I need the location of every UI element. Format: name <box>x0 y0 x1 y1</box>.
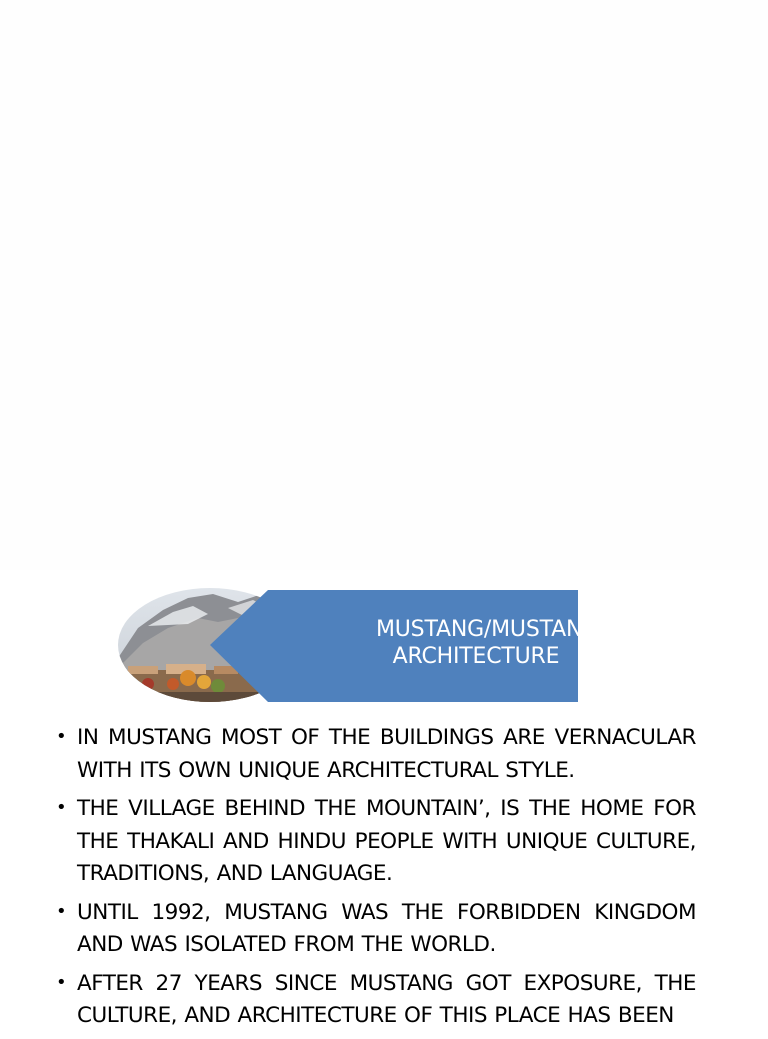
bullet-item <box>56 793 696 891</box>
bullet-marker: • <box>56 900 67 922</box>
bullet-text: IN MUSTANG MOST OF THE BUILDINGS ARE VERNACULAR WITH ITS OWN UNIQUE ARCHITECTURAL STYLE. <box>77 725 696 783</box>
bullet-marker: • <box>56 797 67 818</box>
bullet-text: AFTER 27 YEARS SINCE MUSTANG GOT EXPOSURE, THE CULTURE, AND ARCHITECTURE OF THIS PLACE HAS BEEN <box>77 970 696 1028</box>
banner-title-line2: ARCHITECTURE <box>392 644 560 669</box>
title-banner <box>118 588 600 702</box>
banner-title <box>376 616 600 670</box>
bullet-marker: • <box>56 971 67 993</box>
bullet-item <box>56 968 696 1033</box>
bullet-marker: • <box>56 726 67 747</box>
bullet-list <box>56 722 696 1039</box>
bullet-text: THE VILLAGE BEHIND THE MOUNTAIN’, IS THE HOME FOR THE THAKALI AND HINDU PEOPLE WITH UNIQUE CULTURE, TRADITIONS, AND LANGUAGE. <box>77 796 696 886</box>
bullet-text: UNTIL 1992, MUSTANG WAS THE FORBIDDEN KINGDOM AND WAS ISOLATED FROM THE WORLD. <box>77 899 696 957</box>
bullet-item <box>56 897 696 962</box>
banner-title-line1: MUSTANG/MUSTANG <box>376 617 600 642</box>
bullet-item <box>56 722 696 787</box>
